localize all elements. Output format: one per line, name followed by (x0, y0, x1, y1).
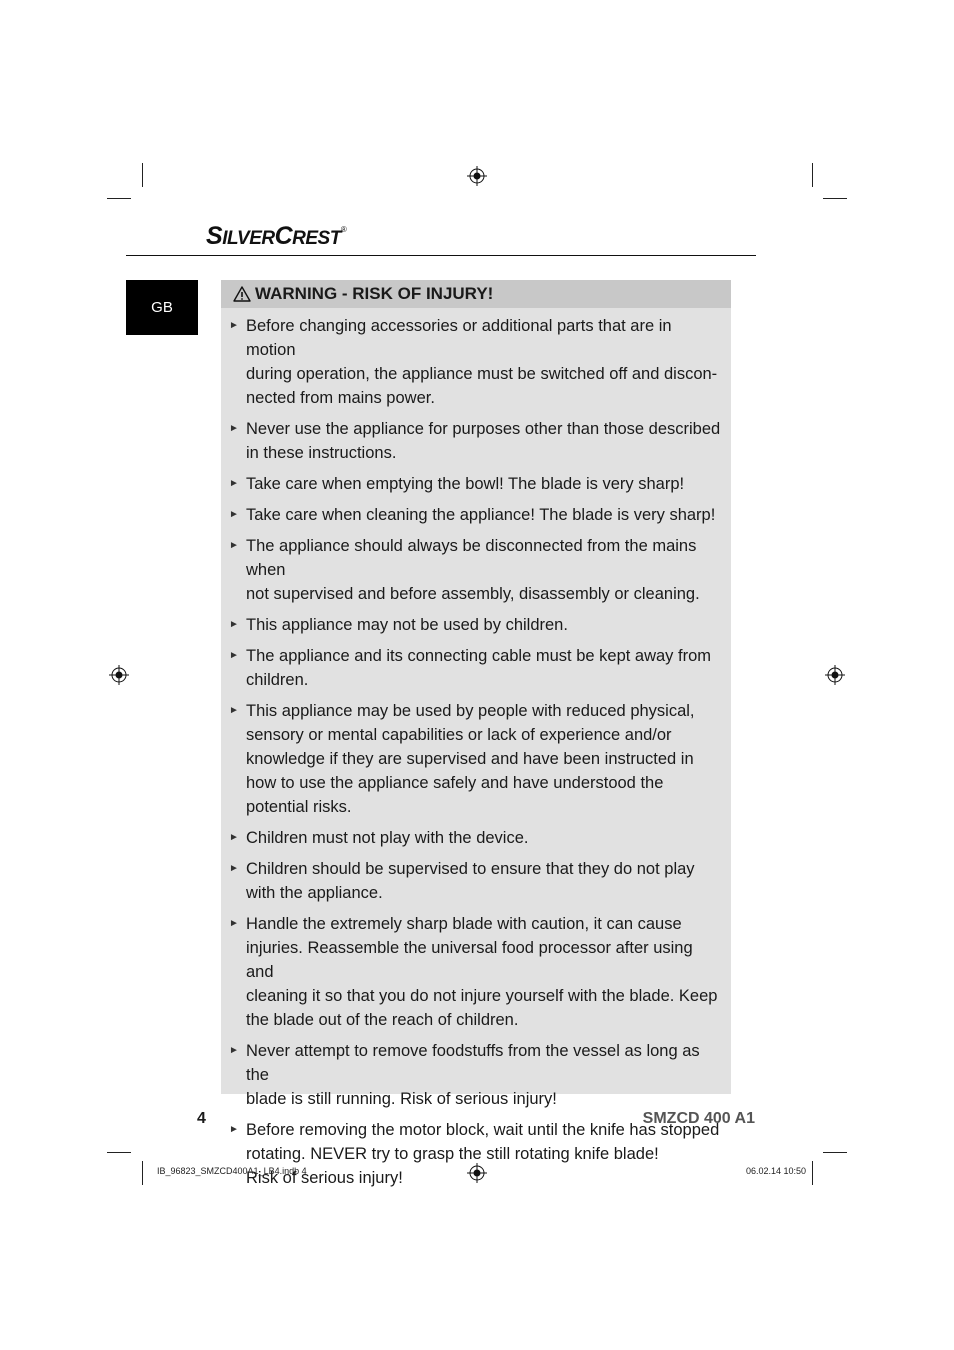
triangle-bullet-icon: ► (229, 320, 239, 331)
triangle-bullet-icon: ► (229, 705, 239, 716)
language-tab: GB (126, 280, 198, 335)
crop-mark (812, 1161, 813, 1185)
list-item: ► Take care when emptying the bowl! The blade is very sharp! (229, 472, 721, 496)
list-item: ► The appliance and its connecting cable must be kept away from children. (229, 644, 721, 692)
crop-mark (823, 198, 847, 199)
list-item: ► Never use the appliance for purposes other than those described in these instructions. (229, 417, 721, 465)
page-number: 4 (197, 1110, 206, 1127)
triangle-bullet-icon: ► (229, 863, 239, 874)
warning-header (221, 280, 731, 308)
list-item: ► Children must not play with the device. (229, 826, 721, 850)
model-number: SMZCD 400 A1 (642, 1110, 755, 1127)
crop-mark (142, 163, 143, 187)
list-item: ► This appliance may be used by people with reduced physical, sensory or mental capabilities or lack of experience and/or knowledge if they are supervised and have been instructed in how to use the appliance safely and have understood the potential risks. (229, 699, 721, 819)
slug-timestamp: 06.02.14 10:50 (745, 1166, 806, 1176)
list-item: ► Take care when cleaning the appliance! The blade is very sharp! (229, 503, 721, 527)
crop-mark (107, 1152, 131, 1153)
triangle-bullet-icon: ► (229, 1124, 239, 1135)
triangle-bullet-icon: ► (229, 509, 239, 520)
registration-mark-icon (467, 166, 487, 186)
list-item: ► This appliance may not be used by children. (229, 613, 721, 637)
slug-filename: IB_96823_SMZCD400A1_LB4.indb 4 (157, 1166, 307, 1176)
crop-mark (107, 198, 131, 199)
triangle-bullet-icon: ► (229, 423, 239, 434)
warning-triangle-icon (233, 286, 251, 302)
triangle-bullet-icon: ► (229, 619, 239, 630)
crop-mark (812, 163, 813, 187)
triangle-bullet-icon: ► (229, 918, 239, 929)
crop-mark (142, 1161, 143, 1185)
list-item: ► Before changing accessories or additional parts that are in motion during operation, the appliance must be switched off and discon- nected from mains power. (229, 314, 721, 410)
registration-mark-icon (825, 665, 845, 685)
triangle-bullet-icon: ► (229, 478, 239, 489)
list-item: ► The appliance should always be disconnected from the mains when not supervised and before assembly, disassembly or cleaning. (229, 534, 721, 606)
list-item: ► Children should be supervised to ensure that they do not play with the appliance. (229, 857, 721, 905)
list-item: ► Before removing the motor block, wait until the knife has stopped rotating. NEVER try to grasp the still rotating knife blade! Risk of serious injury! (229, 1118, 721, 1190)
triangle-bullet-icon: ► (229, 540, 239, 551)
triangle-bullet-icon: ► (229, 650, 239, 661)
list-item: ► Never attempt to remove foodstuffs from the vessel as long as the blade is still running. Risk of serious injury! (229, 1039, 721, 1111)
crop-mark (823, 1152, 847, 1153)
header-divider (126, 255, 756, 256)
registration-mark-icon (109, 665, 129, 685)
triangle-bullet-icon: ► (229, 832, 239, 843)
triangle-bullet-icon: ► (229, 1045, 239, 1056)
warning-list (221, 308, 731, 1190)
brand-logo: SILVERCREST® (206, 222, 347, 250)
list-item: ► Handle the extremely sharp blade with caution, it can cause injuries. Reassemble the universal food processor after using and cleaning it so that you do not injure yourself with the blade. Keep the blade out of the reach of children. (229, 912, 721, 1032)
warning-title: WARNING - RISK OF INJURY! (255, 284, 494, 303)
